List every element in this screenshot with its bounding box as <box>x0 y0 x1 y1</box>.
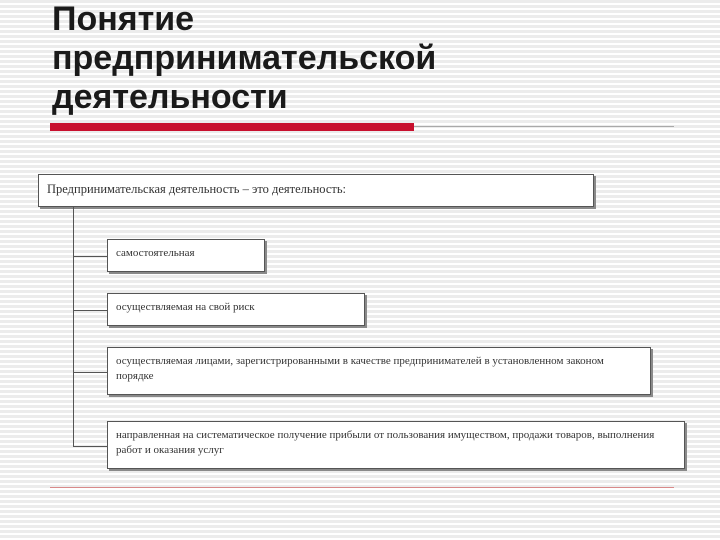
connector-item-3 <box>73 372 107 373</box>
diagram-item-box-2 <box>107 293 365 326</box>
diagram-item-box-3 <box>107 347 651 395</box>
diagram-trunk-connector <box>73 207 74 446</box>
title-line-3: деятельности <box>52 78 288 116</box>
item-4-text: направленная на систематическое получение прибыли от пользования имуществом, продажи товаров, выполнения работ и оказания услуг <box>116 429 655 456</box>
item-2-text: осуществляемая на свой риск <box>116 301 255 313</box>
diagram-item-box-1 <box>107 239 265 272</box>
slide-title <box>52 0 672 117</box>
item-3-text: осуществляемая лицами, зарегистрированными в качестве предпринимателей в установленном законом порядке <box>116 355 604 382</box>
connector-item-4 <box>73 446 107 447</box>
diagram-item-box-4 <box>107 421 685 469</box>
root-box-text: Предпринимательская деятельность – это деятельность: <box>47 182 347 196</box>
item-1-text: самостоятельная <box>116 247 195 259</box>
title-accent-bar <box>50 123 414 131</box>
title-line-1: Понятие <box>52 0 195 38</box>
bottom-divider-line <box>50 487 674 488</box>
title-divider-line <box>414 126 674 127</box>
connector-item-1 <box>73 256 107 257</box>
diagram-root-box <box>38 174 594 207</box>
title-line-2: предпринимательской <box>52 39 437 77</box>
connector-item-2 <box>73 310 107 311</box>
